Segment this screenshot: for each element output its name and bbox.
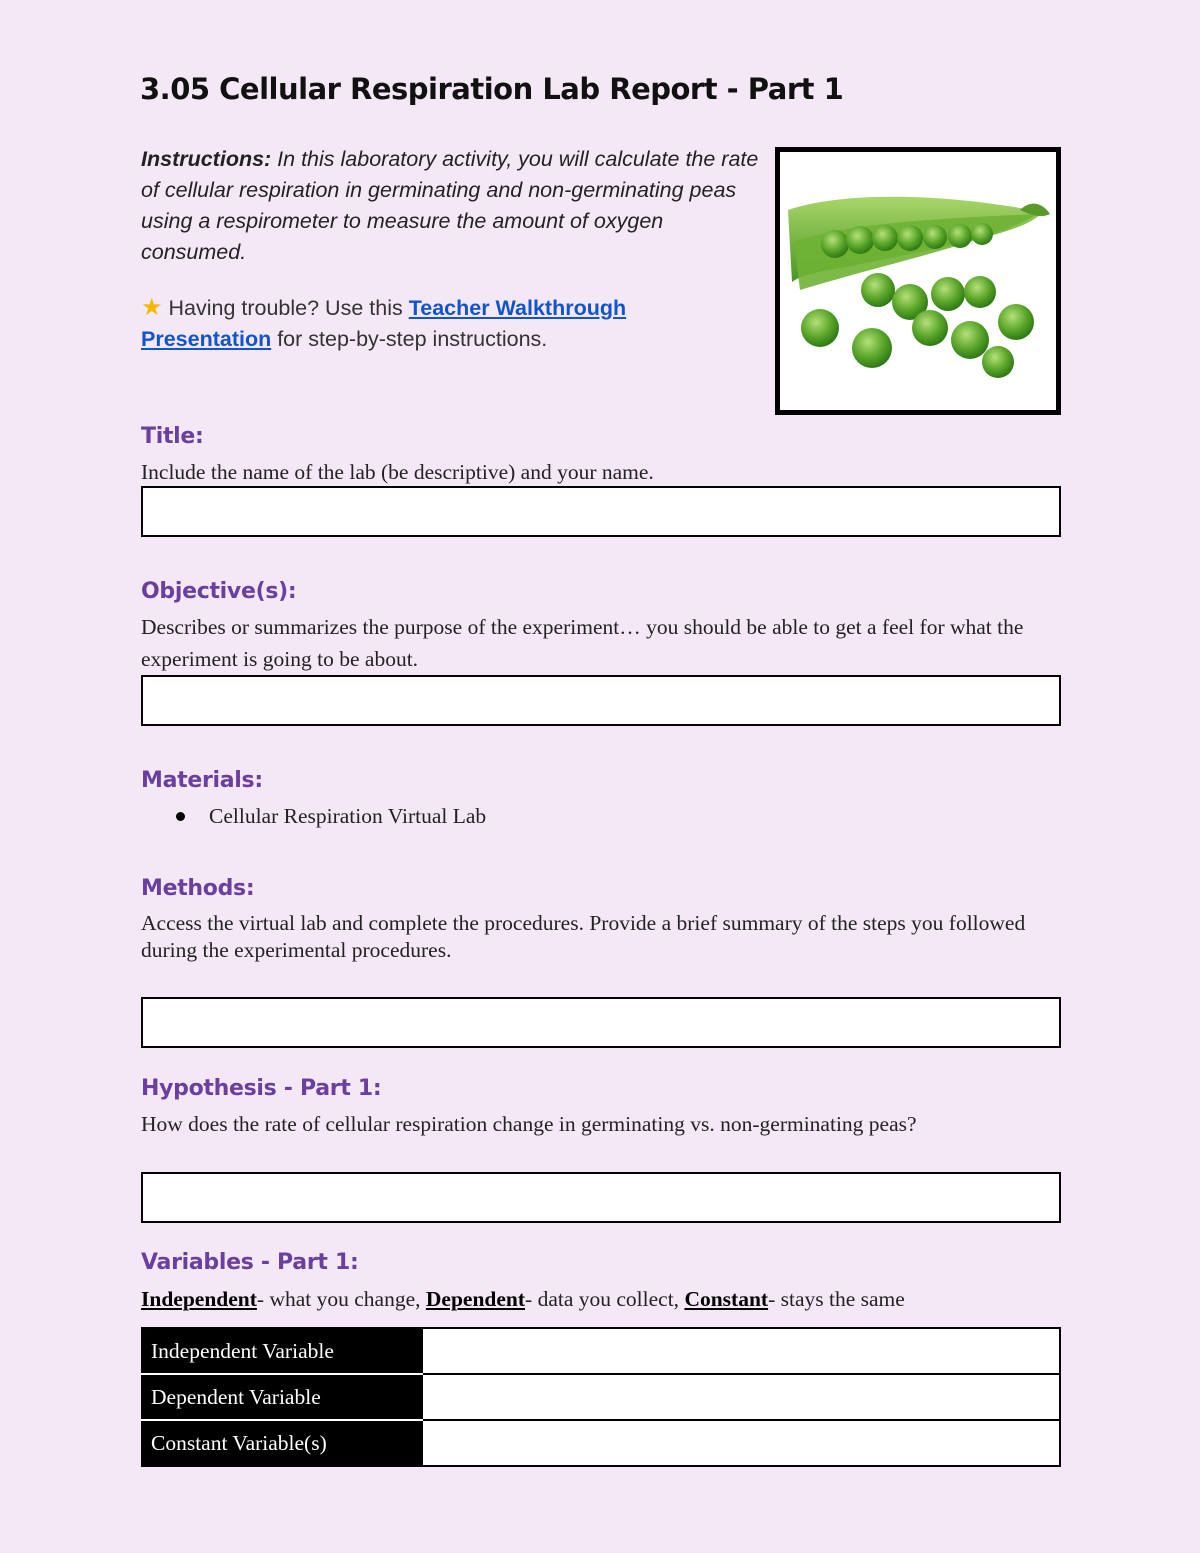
dependent-variable-input[interactable] [422, 1374, 1060, 1420]
objectives-prompt: Describes or summarizes the purpose of the experiment… you should be able to get a feel for what the experiment is going to be about. [141, 615, 1024, 671]
table-row [142, 1328, 1060, 1374]
variables-table [141, 1327, 1061, 1467]
title-answer-box[interactable] [141, 486, 1061, 537]
dependent-desc: - data you collect, [525, 1287, 685, 1311]
independent-term: Independent [141, 1287, 257, 1311]
dependent-term: Dependent [425, 1287, 526, 1311]
title-prompt: Include the name of the lab (be descriptive) and your name. [141, 460, 654, 484]
page-title: 3.05 Cellular Respiration Lab Report - Part 1 [140, 72, 844, 106]
objectives-answer-box[interactable] [141, 675, 1061, 726]
instructions-text: In this laboratory activity, you will calculate the rate of cellular respiration in germinating and non-germinating peas using a respirometer to measure the amount of oxygen consumed. [141, 147, 759, 264]
variables-definitions [141, 1283, 905, 1315]
constant-variables-label: Constant Variable(s) [142, 1420, 422, 1466]
help-paragraph [141, 292, 761, 355]
hypothesis-prompt: How does the rate of cellular respiration change in germinating vs. non-germinating peas? [141, 1112, 917, 1136]
constant-variables-input[interactable] [422, 1420, 1060, 1466]
title-heading: Title: [141, 424, 204, 449]
pea-pod-illustration [780, 152, 1056, 410]
methods-heading: Methods: [141, 876, 255, 901]
materials-list-item [176, 800, 486, 832]
help-prefix: Having trouble? Use this [162, 296, 409, 320]
independent-desc: - what you change, [256, 1287, 426, 1311]
teacher-walkthrough-link[interactable]: Teacher Walkthrough Presentation [141, 296, 627, 351]
instructions-paragraph [141, 144, 761, 268]
methods-answer-box[interactable] [141, 997, 1061, 1048]
hypothesis-answer-box[interactable] [141, 1172, 1061, 1223]
objectives-heading: Objective(s): [141, 579, 297, 604]
dependent-variable-label: Dependent Variable [142, 1374, 422, 1420]
independent-variable-label: Independent Variable [142, 1328, 422, 1374]
constant-term: Constant [684, 1287, 769, 1311]
hypothesis-heading: Hypothesis - Part 1: [141, 1076, 382, 1101]
table-row [142, 1374, 1060, 1420]
materials-heading: Materials: [141, 768, 263, 793]
table-row [142, 1420, 1060, 1466]
materials-item-label: Cellular Respiration Virtual Lab [209, 804, 487, 828]
variables-heading: Variables - Part 1: [141, 1250, 359, 1275]
help-suffix: for step-by-step instructions. [271, 327, 548, 351]
bullet-icon [176, 812, 185, 821]
instructions-lead: Instructions: [141, 147, 272, 171]
pea-pod-image [775, 147, 1061, 415]
independent-variable-input[interactable] [422, 1328, 1060, 1374]
constant-desc: - stays the same [768, 1287, 905, 1311]
methods-prompt: Access the virtual lab and complete the procedures. Provide a brief summary of the steps you followed during the experimental procedures. [141, 911, 1026, 962]
star-icon: ★ [141, 294, 163, 321]
